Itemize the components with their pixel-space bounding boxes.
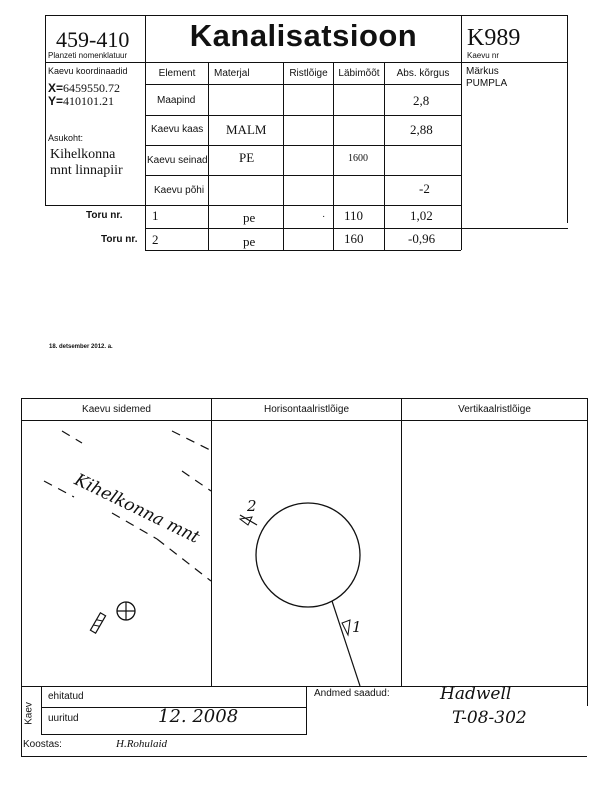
coord-x-label: X=	[48, 81, 64, 95]
pipe-1-label: 1	[352, 618, 362, 636]
street-edge-line	[172, 431, 211, 451]
pipe-1-line	[332, 601, 360, 686]
pipe-1-arrow	[342, 620, 350, 635]
coords-label: Kaevu koordinaadid	[48, 66, 128, 76]
nomenclature-label: Planzeti nomenklatuur	[48, 51, 128, 60]
location-label: Asukoht:	[48, 133, 84, 143]
pipe-number: 1	[152, 208, 159, 223]
hydrant-symbol	[90, 613, 105, 633]
pipe-number: 2	[152, 232, 159, 247]
ties-sketch	[22, 421, 211, 686]
pipe-elevation: 1,02	[410, 208, 433, 223]
street-edge-line	[182, 471, 211, 491]
document-date: 18. detsember 2012. a.	[49, 344, 113, 350]
data-from-label: Andmed saadud:	[314, 688, 390, 699]
well-number: K989	[467, 25, 521, 51]
pipe-label: Toru nr.	[86, 210, 123, 221]
pipe-label: Toru nr.	[101, 234, 138, 245]
nomenclature-number: 459-410	[56, 27, 130, 52]
well-symbol	[117, 602, 135, 620]
pipe-diameter: 110	[344, 208, 364, 223]
header-elevation: Abs. kõrgus	[396, 68, 450, 79]
surveyed-value: 12. 2008	[158, 706, 239, 727]
drawing-title-vertical: Vertikaalristlõige	[458, 404, 531, 415]
well-number-label: Kaevu nr	[467, 51, 500, 60]
street-edge-line	[62, 431, 82, 443]
street-name-label: Kihelkonna mnt	[71, 470, 203, 548]
row-element: Kaevu seinad	[147, 155, 208, 166]
compiled-value: H.Rohulaid	[116, 738, 168, 750]
pipe-section-mark: ·	[322, 211, 326, 222]
pipe-2-arrow	[240, 517, 252, 525]
pipe-diameter: 160	[344, 231, 364, 246]
pipe-2-label: 2	[247, 497, 257, 515]
row-elevation: 2,88	[410, 122, 433, 137]
drawing-title-horizontal: Horisontaalristlõige	[263, 404, 350, 415]
pipe-material: pe	[243, 210, 256, 225]
surveyed-label: uuritud	[48, 713, 79, 724]
well-outline	[256, 503, 360, 607]
horizontal-section-sketch	[212, 421, 401, 686]
data-from-code: T-08-302	[452, 708, 527, 728]
row-elevation: 2,8	[413, 93, 430, 108]
kaev-label: Kaev	[23, 702, 35, 725]
header-element: Element	[158, 68, 196, 79]
row-element: Kaevu põhi	[154, 185, 205, 196]
drawing-title-ties: Kaevu sidemed	[82, 404, 151, 415]
row-element: Maapind	[157, 95, 196, 106]
coord-y-label: Y=	[48, 94, 64, 108]
row-diameter: 1600	[348, 153, 368, 164]
header-remark: Märkus	[466, 66, 499, 77]
remark-value: PUMPLA	[466, 78, 508, 89]
street-edge-line	[44, 481, 74, 497]
row-elevation: -2	[419, 181, 430, 196]
coord-y-value: 410101.21	[63, 94, 115, 108]
data-from-value: Hadwell	[440, 684, 512, 704]
pipe-material: pe	[243, 234, 256, 249]
compiled-label: Koostas:	[23, 739, 62, 750]
header-material: Materjal	[214, 68, 250, 79]
coord-x-value: 6459550.72	[63, 81, 121, 95]
header-section: Ristlõige	[289, 68, 328, 79]
built-label: ehitatud	[48, 691, 84, 702]
pipe-elevation: -0,96	[408, 231, 436, 246]
row-material: PE	[239, 150, 255, 165]
page-title: Kanalisatsioon	[189, 18, 418, 53]
location-line1: Kihelkonna	[50, 147, 116, 162]
header-diameter: Läbimõõt	[338, 68, 380, 79]
row-element: Kaevu kaas	[151, 124, 204, 135]
row-material: MALM	[226, 122, 267, 137]
street-edge-line	[157, 539, 211, 581]
coord-y	[48, 94, 114, 109]
location-line2: mnt linnapiir	[50, 163, 123, 178]
